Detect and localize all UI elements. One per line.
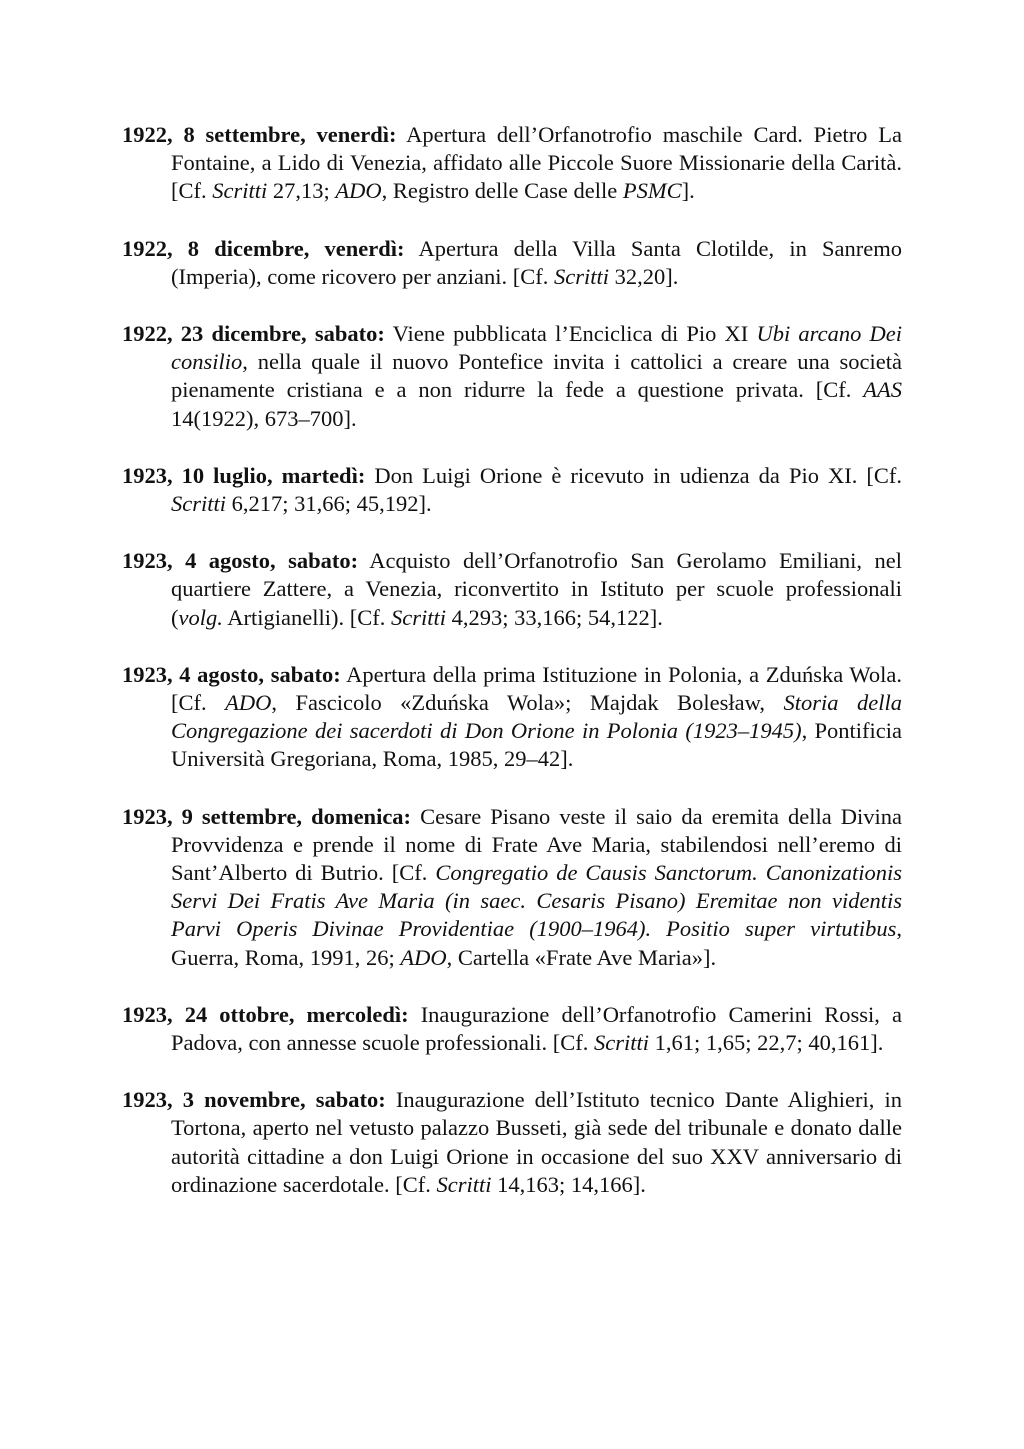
chronology-entry (122, 462, 902, 518)
entry-text: 14(1922), 673–700]. (171, 405, 357, 431)
entry-text: Inaugurazione dell’Istituto tecnico Dante Alighieri, in Tortona, aperto nel vetusto palazzo Busseti, già sede del tribunale e donato dalle autorità cittadine a don Luigi Orione in occasione del suo XXV anniversario di ordinazione sacerdotale. [Cf. (171, 1087, 902, 1197)
entry-citation-title: Scritti (390, 604, 446, 630)
entry-citation-title: Ubi arcano Dei consilio (171, 321, 902, 375)
chronology-entry (122, 1001, 902, 1057)
entry-date: 1922, 8 dicembre, venerdì: (122, 235, 405, 261)
entry-date: 1923, 3 novembre, sabato: (122, 1087, 386, 1113)
entry-text: , Fascicolo «Zduńska Wola»; Majdak Bolesław, (271, 690, 784, 716)
entry-text: Apertura della prima Istituzione in Polonia, a Zduńska Wola. [Cf. (171, 661, 902, 716)
entry-citation-title: Scritti (171, 491, 226, 517)
entry-citation-title: ADO (400, 944, 447, 970)
entry-citation-title: Scritti (436, 1171, 492, 1197)
entry-date: 1922, 23 dicembre, sabato: (122, 321, 385, 347)
entry-text: Artigianelli). [Cf. (222, 604, 391, 630)
entry-text: 14,163; 14,166]. (491, 1171, 646, 1197)
entry-text: 32,20]. (608, 263, 679, 289)
entry-citation-title: ADO (335, 178, 382, 204)
chronology-list (122, 121, 902, 1228)
entry-text: , Registro delle Case delle (381, 178, 623, 204)
entry-date: 1923, 4 agosto, sabato: (122, 661, 341, 687)
chronology-entry (122, 803, 902, 972)
entry-citation-title: Scritti (594, 1030, 650, 1056)
entry-date: 1922, 8 settembre, venerdì: (122, 122, 397, 147)
entry-text: , Cartella «Frate Ave Maria»]. (446, 944, 717, 970)
chronology-entry (122, 547, 902, 632)
chronology-entry (122, 320, 902, 433)
entry-text: ]. (681, 178, 695, 204)
entry-citation-title: Congregatio de Causis Sanctorum. Canonizationis Servi Dei Fratis Ave Maria (in saec. Cesaris Pisano) Eremitae non videntis Parvi Operis Divinae Providentiae (1900–1964). Positio super virtutibus (171, 860, 902, 942)
entry-text: Inaugurazione dell’Orfanotrofio Camerini Rossi, a Padova, con annesse scuole professionali. [Cf. (171, 1001, 903, 1056)
entry-citation-title: Scritti (212, 178, 268, 204)
entry-text: , nella quale il nuovo Pontefice invita i cattolici a creare una società pienamente cristiana e a non ridurre la fede a questione privata. [Cf. (171, 349, 902, 403)
entry-text: Apertura della Villa Santa Clotilde, in Sanremo (Imperia), come ricovero per anziani. [Cf. (171, 235, 902, 289)
entry-citation-title: AAS (863, 377, 902, 403)
entry-text: 6,217; 31,66; 45,192]. (226, 491, 432, 517)
chronology-entry (122, 235, 902, 291)
entry-text: Viene pubblicata l’Enciclica di Pio XI (384, 321, 757, 347)
entry-date: 1923, 9 settembre, domenica: (122, 803, 412, 829)
entry-text: Cesare Pisano veste il saio da eremita della Divina Provvidenza e prende il nome di Frate Ave Maria, stabilendosi nell’eremo di Sant’Alberto di Butrio. [Cf. (171, 803, 903, 886)
entry-citation-title: Scritti (553, 263, 609, 289)
entry-citation-title: volg. (178, 604, 223, 630)
entry-date: 1923, 4 agosto, sabato: (122, 548, 359, 574)
entry-text: Don Luigi Orione è ricevuto in udienza da Pio XI. [Cf. (365, 462, 902, 488)
entry-date: 1923, 10 luglio, martedì: (122, 462, 366, 488)
entry-text: 4,293; 33,166; 54,122]. (445, 604, 663, 630)
entry-text: Acquisto dell’Orfanotrofio San Gerolamo Emiliani, nel quartiere Zattere, a Venezia, riconvertito in Istituto per scuole professionali ( (171, 548, 902, 630)
entry-citation-title: ADO (225, 690, 272, 716)
chronology-entry (122, 121, 902, 206)
entry-text: 27,13; (267, 178, 336, 204)
chronology-entry (122, 661, 902, 774)
entry-text: Apertura dell’Orfanotrofio maschile Card. Pietro La Fontaine, a Lido di Venezia, affidato alle Piccole Suore Missionarie della Carità. [Cf. (171, 122, 902, 204)
chronology-entry (122, 1086, 902, 1199)
entry-date: 1923, 24 ottobre, mercoledì: (122, 1001, 409, 1027)
entry-citation-title: Storia della Congregazione dei sacerdoti di Don Orione in Polonia (1923–1945) (171, 690, 902, 744)
entry-text: , Guerra, Roma, 1991, 26; (171, 916, 902, 970)
entry-text: 1,61; 1,65; 22,7; 40,161]. (649, 1030, 884, 1056)
entry-text: , Pontificia Università Gregoriana, Roma, 1985, 29–42]. (171, 718, 903, 772)
entry-citation-title: PSMC (622, 178, 682, 204)
